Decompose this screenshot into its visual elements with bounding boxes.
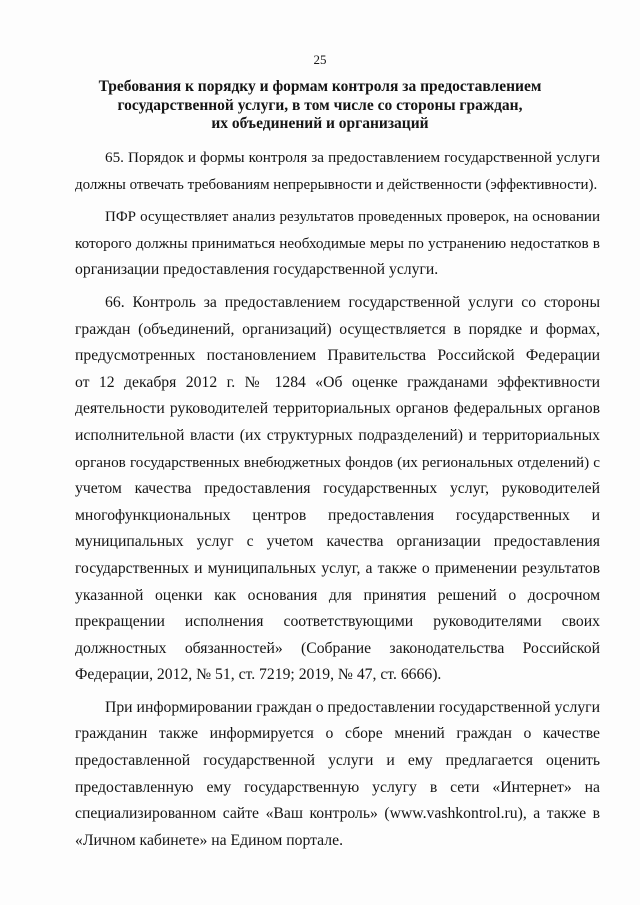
text-line: деятельности руководителей территориальных органов федеральных органов — [75, 400, 600, 418]
paragraph-informing-citizens — [75, 695, 600, 855]
heading-line: государственной услуги, в том числе со стороны граждан, — [117, 96, 523, 114]
paragraph-65 — [75, 145, 600, 198]
text-line: специализированном сайте «Ваш контроль» (www.vashkontrol.ru), а также в — [75, 805, 600, 823]
text-line: граждан (объединений, организаций) осуществляется в порядке и формах, — [75, 320, 600, 338]
text-line: должностных обязанностей» (Собрание законодательства Российской — [75, 639, 600, 657]
text-line: от 12 декабря 2012 г. № 1284 «Об оценке гражданами эффективности — [75, 373, 600, 391]
text-line: 65. Порядок и формы контроля за предоставлением государственной услуги — [105, 149, 600, 166]
heading-line: Требования к порядку и формам контроля за предоставлением — [98, 78, 542, 95]
text-line: предусмотренных постановлением Правительства Российской Федерации — [75, 347, 600, 365]
paragraph-pfr-analysis — [75, 204, 600, 284]
text-line: указанной оценки как основания для принятия решений о досрочном — [75, 586, 600, 604]
text-line: многофункциональных центров предоставления государственных и — [75, 506, 600, 524]
text-line: учетом качества предоставления государственных услуг, руководителей — [75, 480, 600, 498]
text-line: «Личном кабинете» на Едином портале. — [75, 831, 343, 849]
text-line: организации предоставления государственной услуги. — [75, 261, 439, 279]
text-line: прекращении исполнения соответствующими руководителями своих — [75, 613, 600, 631]
text-line: исполнительной власти (их структурных подразделений) и территориальных — [75, 426, 600, 444]
heading-line: их объединений и организаций — [211, 115, 429, 132]
text-line: которого должны приниматься необходимые меры по устранению недостатков в — [75, 234, 600, 252]
text-line: Федерации, 2012, № 51, ст. 7219; 2019, № 47, ст. 6666). — [75, 666, 442, 684]
section-heading — [95, 78, 545, 134]
paragraph-66 — [75, 290, 600, 689]
text-line: 66. Контроль за предоставлением государственной услуги со стороны — [105, 293, 600, 311]
text-line: ПФР осуществляет анализ результатов проведенных проверок, на основании — [105, 209, 600, 226]
text-line: должны отвечать требованиям непрерывности и действенности (эффективности). — [75, 176, 598, 193]
text-line: При информировании граждан о предоставлении государственной услуги — [105, 698, 600, 716]
text-line: предоставленной государственной услуги и ему предлагается оценить — [75, 752, 600, 770]
text-line: гражданин также информируется о сборе мнений граждан о качестве — [75, 725, 600, 743]
page-number: 25 — [313, 52, 327, 67]
document-body — [75, 145, 600, 854]
text-line: государственных и муниципальных услуг, а также о применении результатов — [75, 559, 600, 577]
text-line: органов государственных внебюджетных фондов (их региональных отделений) с — [75, 454, 600, 471]
text-line: муниципальных услуг с учетом качества организации предоставления — [75, 533, 600, 551]
text-line: предоставленную ему государственную услугу в сети «Интернет» на — [75, 778, 600, 796]
